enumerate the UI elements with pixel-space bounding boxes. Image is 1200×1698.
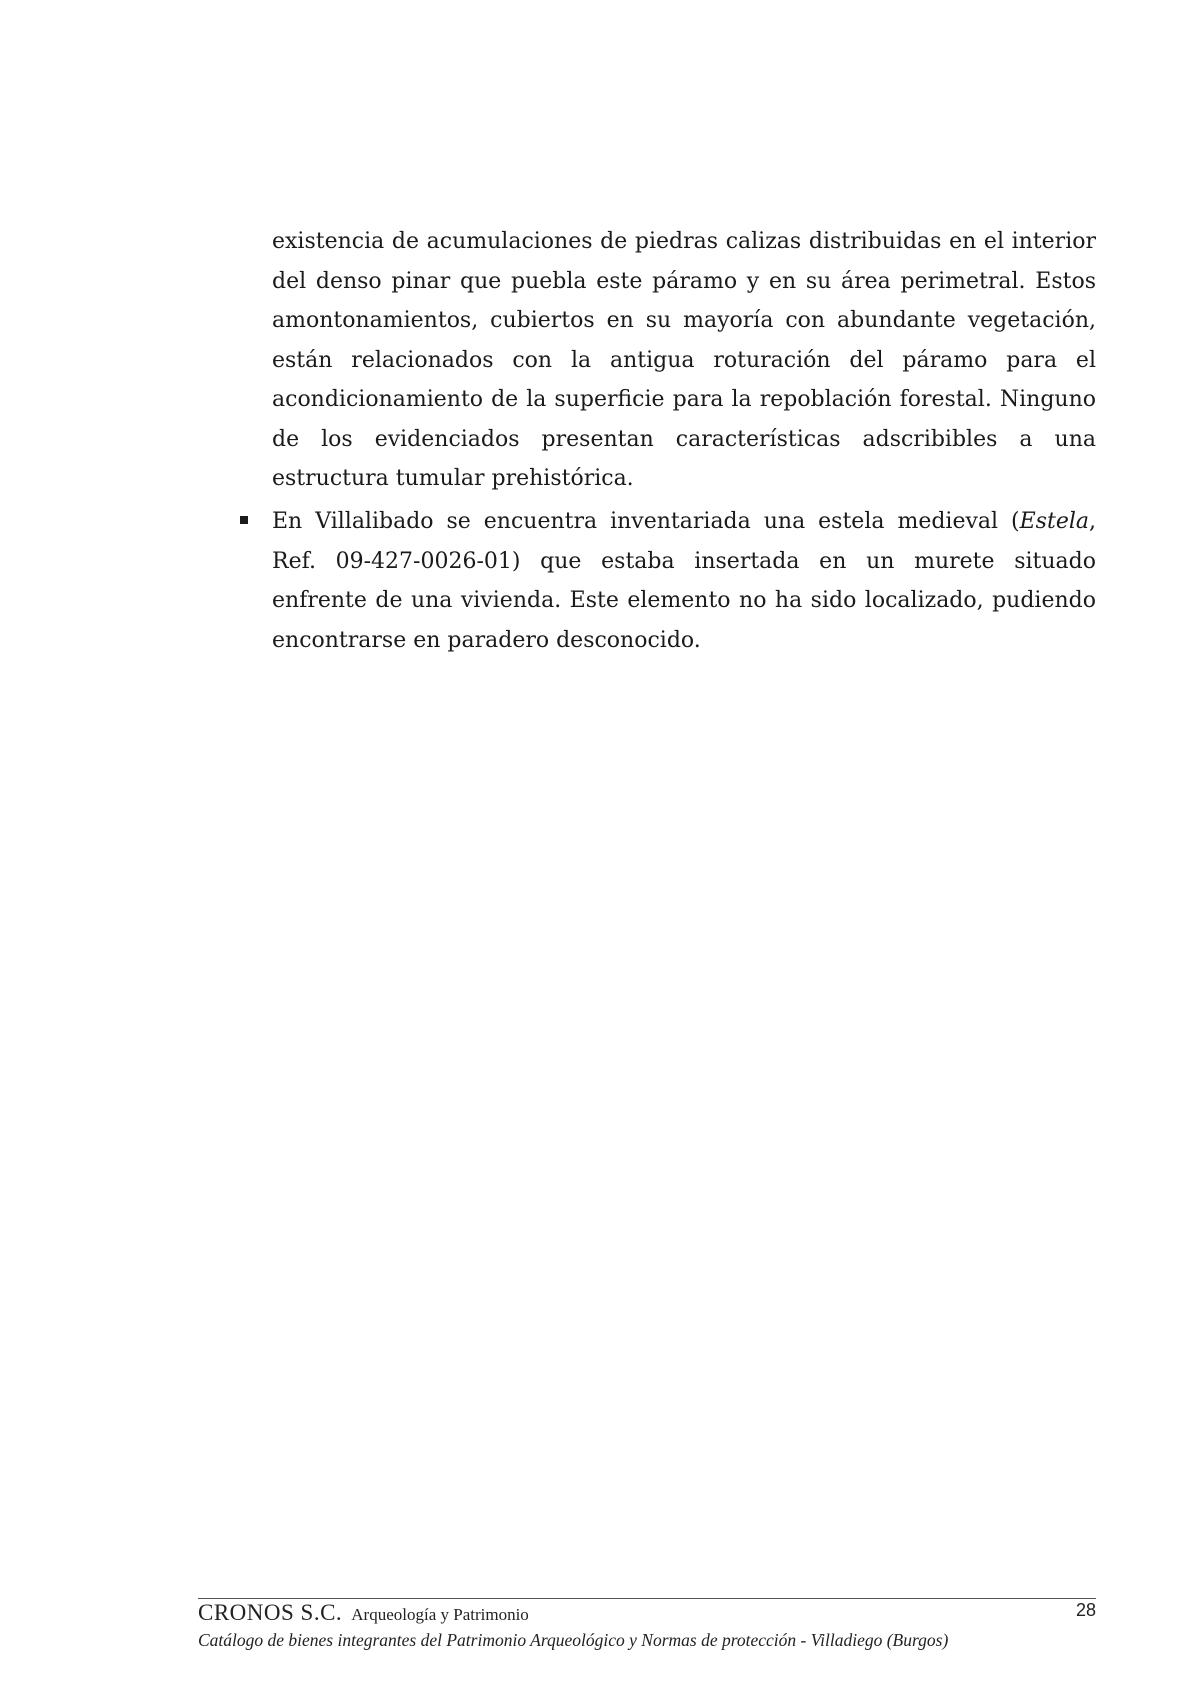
bullet-text-italic: Estela <box>1019 509 1089 534</box>
catalog-title: Catálogo de bienes integrantes del Patrimonio Arqueológico y Normas de protección - Villadiego (Burgos) <box>198 1630 949 1650</box>
body-text <box>272 222 1096 499</box>
paragraph-continuation: existencia de acumulaciones de piedras calizas distribuidas en el interior del denso pinar que puebla este páramo y en su área perimetral. Estos amontonamientos, cubiertos en su mayoría con abundante vegetación, están relacionados con la antigua roturación del páramo para el acondicionamiento de la superficie para la repoblación forestal. Ninguno de los evidenciados presentan características adscribibles a una estructura tumular prehistórica. <box>272 229 1096 491</box>
bullet-text-end: , Ref. 09-427-0026-01) que estaba insertada en un murete situado enfrente de una vivienda. Este elemento no ha sido localizado, pudiendo encontrarse en paradero desconocido. <box>272 509 1096 653</box>
footer-top-line <box>198 1600 1096 1628</box>
page-number: 28 <box>1075 1600 1096 1620</box>
footer-brand <box>198 1600 529 1626</box>
bullet-item <box>272 502 1096 660</box>
bullet-square-icon <box>240 516 248 524</box>
brand-subtitle: Arqueología y Patrimonio <box>351 1605 529 1624</box>
bullet-text-start: En Villalibado se encuentra inventariada una estela medieval ( <box>272 509 1020 534</box>
footer-divider <box>198 1598 1096 1599</box>
brand-name: CRONOS S.C. <box>198 1600 343 1625</box>
